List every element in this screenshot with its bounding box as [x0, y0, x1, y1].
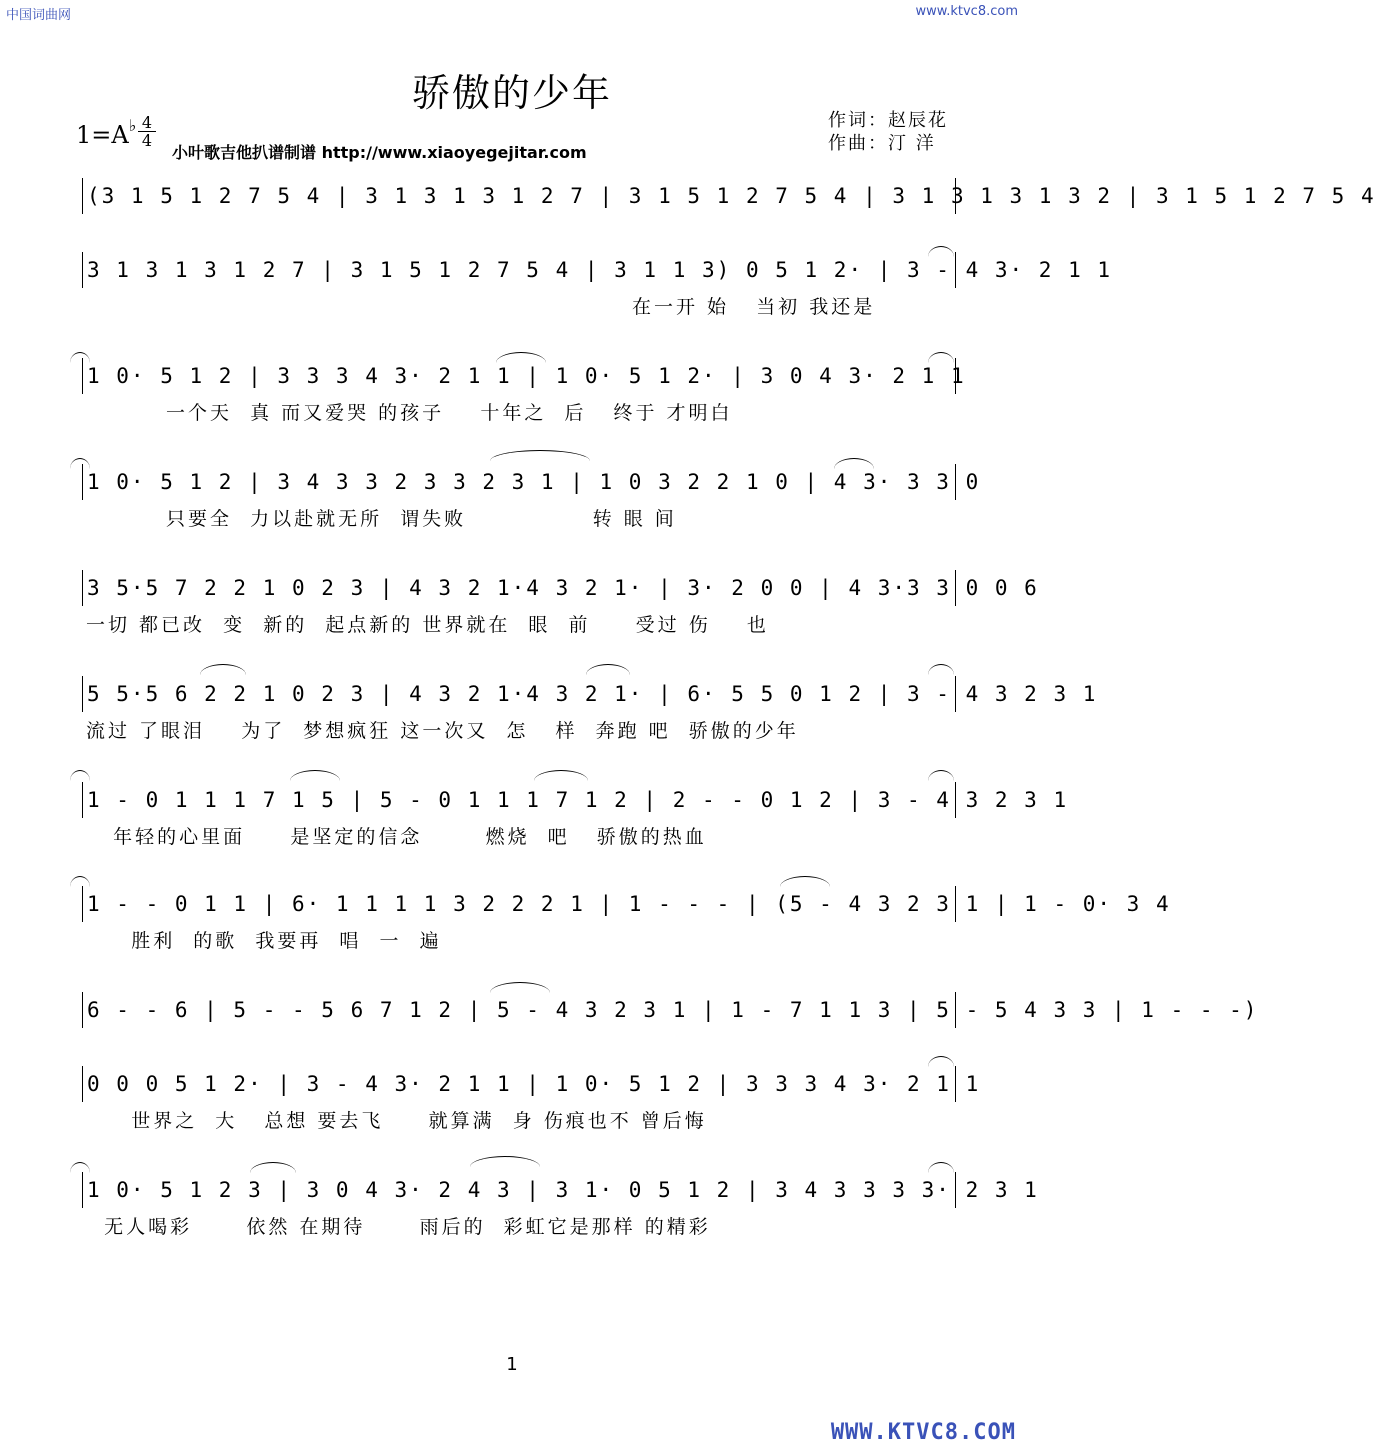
slur-mark: [490, 450, 590, 461]
meter-bottom: 4: [141, 131, 153, 150]
song-title: 骄傲的少年: [411, 71, 612, 115]
notation-line: (3 1 5 1 2 7 5 4 | 3 1 3 1 3 1 2 7 | 3 1 5 1 2 7 5 4 | 3 1 3 1 3 1 3 2 | 3 1 5 1 2 7 5 4: [87, 184, 1376, 208]
score-row: [82, 1066, 981, 1102]
slur-mark: [928, 246, 954, 257]
slur-mark: [290, 770, 340, 781]
score-row: [82, 464, 981, 500]
lyric-line: 只要全 力以赴就无所 谓失败 转 眼 间: [166, 508, 677, 530]
lyricist-credit: 作词：赵辰花: [828, 110, 948, 131]
slur-mark: [780, 876, 830, 887]
notation-line: 1 - 0 1 1 1 7 1 5 | 5 - 0 1 1 1 7 1 2 | 2 - - 0 1 2 | 3 - 4 3 2 3 1: [87, 788, 1069, 812]
meter-top: 4: [138, 114, 156, 132]
lyric-line: 一个天 真 而又爱哭 的孩子 十年之 后 终于 才明白: [166, 402, 733, 424]
notation-line: 1 0· 5 1 2 | 3 4 3 3 2 3 3 2 3 1 | 1 0 3 2 2 1 0 | 4 3· 3 3 0: [87, 470, 981, 494]
slur-mark: [70, 770, 90, 781]
slur-mark: [586, 664, 630, 675]
score-row: [82, 178, 1376, 214]
score-row: [82, 1172, 1039, 1208]
score-row: [82, 676, 1098, 712]
lyric-line: 胜利 的歌 我要再 唱 一 遍: [86, 930, 442, 952]
lyric-line: 年轻的心里面 是坚定的信念 燃烧 吧 骄傲的热血: [86, 826, 707, 848]
lyric-line: 一切 都已改 变 新的 起点新的 世界就在 眼 前 受过 伤 也: [86, 614, 769, 636]
notation-line: 3 5·5 7 2 2 1 0 2 3 | 4 3 2 1·4 3 2 1· | 3· 2 0 0 | 4 3·3 3 0 0 6: [87, 576, 1039, 600]
lyric-line: 流过 了眼泪 为了 梦想疯狂 这一次又 怎 样 奔跑 吧 骄傲的少年: [86, 720, 799, 742]
time-signature: [138, 114, 156, 149]
notation-line: 6 - - 6 | 5 - - 5 6 7 1 2 | 5 - 4 3 2 3 1 | 1 - 7 1 1 3 | 5 - 5 4 3 3 | 1 - - -): [87, 998, 1259, 1022]
site-url-right[interactable]: www.ktvc8.com: [915, 4, 1018, 19]
slur-mark: [70, 352, 90, 363]
slur-mark: [928, 770, 954, 781]
score-row: [82, 782, 1069, 818]
slur-mark: [200, 664, 246, 675]
slur-mark: [534, 770, 588, 781]
notation-line: 1 0· 5 1 2 | 3 3 3 4 3· 2 1 1 | 1 0· 5 1 2· | 3 0 4 3· 2 1 1: [87, 364, 966, 388]
slur-mark: [496, 352, 546, 363]
notation-line: 5 5·5 6 2 2 1 0 2 3 | 4 3 2 1·4 3 2 1· | 6· 5 5 0 1 2 | 3 - 4 3 2 3 1: [87, 682, 1098, 706]
slur-mark: [70, 1162, 90, 1173]
lyric-line: 无人喝彩 依然 在期待 雨后的 彩虹它是那样 的精彩: [86, 1216, 711, 1238]
notation-line: 0 0 0 5 1 2· | 3 - 4 3· 2 1 1 | 1 0· 5 1 2 | 3 3 3 4 3· 2 1 1: [87, 1072, 981, 1096]
slur-mark: [834, 458, 874, 469]
slur-mark: [70, 876, 90, 887]
lyric-line: 世界之 大 总想 要去飞 就算满 身 伤痕也不 曾后悔: [86, 1110, 707, 1132]
flat-icon: ♭: [128, 116, 137, 135]
slur-mark: [490, 982, 550, 993]
slur-mark: [470, 1156, 540, 1167]
slur-mark: [70, 458, 90, 469]
score-row: [82, 252, 1113, 288]
score-row: [82, 358, 966, 394]
key-signature: [76, 116, 136, 149]
notation-line: 3 1 3 1 3 1 2 7 | 3 1 5 1 2 7 5 4 | 3 1 1 3) 0 5 1 2· | 3 - 4 3· 2 1 1: [87, 258, 1113, 282]
lyric-line: [86, 218, 954, 244]
slur-mark: [928, 664, 954, 675]
composer-credit: 作曲：汀 洋: [828, 133, 936, 154]
slur-mark: [250, 1162, 296, 1173]
lyric-line: [86, 1032, 954, 1058]
footer-site-logo[interactable]: WWW.KTVC8.COM: [830, 1420, 1016, 1445]
page-number: 1: [506, 1354, 518, 1375]
notation-line: 1 0· 5 1 2 3 | 3 0 4 3· 2 4 3 | 3 1· 0 5 1 2 | 3 4 3 3 3 3· 2 3 1: [87, 1178, 1039, 1202]
slur-mark: [928, 1162, 954, 1173]
score-row: [82, 992, 1259, 1028]
slur-mark: [928, 352, 954, 363]
notation-line: 1 - - 0 1 1 | 6· 1 1 1 1 3 2 2 2 1 | 1 - - - | (5 - 4 3 2 3 1 | 1 - 0· 3 4: [87, 892, 1171, 916]
site-name-left[interactable]: 中国词曲网: [6, 8, 72, 23]
lyric-line: 在一开 始 当初 我还是: [632, 296, 876, 318]
score-row: [82, 886, 1171, 922]
key-label: 1=A: [76, 121, 129, 149]
score-row: [82, 570, 1039, 606]
transcriber-credit: 小叶歌吉他扒谱制谱 http://www.xiaoyegejitar.com: [172, 143, 587, 162]
